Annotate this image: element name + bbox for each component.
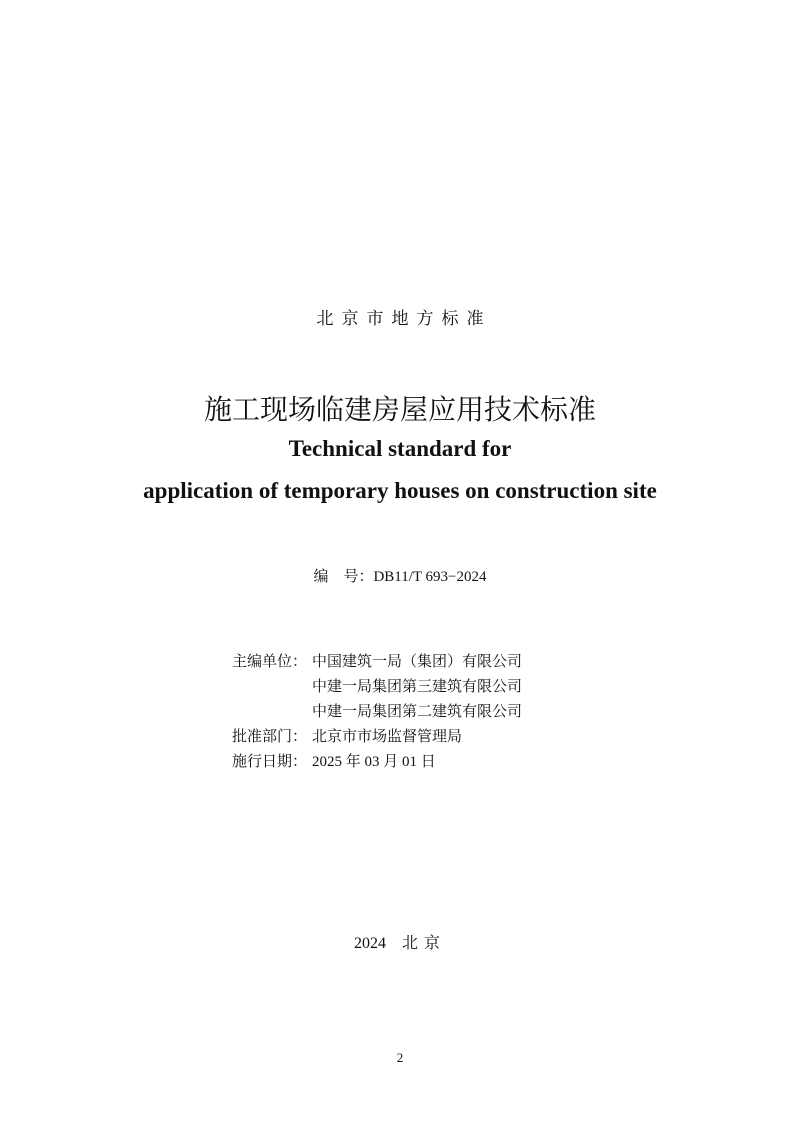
approval-department-label: 批准部门： [232,727,308,745]
chief-editor-2: 中建一局集团第三建筑有限公司 [312,677,523,695]
standard-code-value: DB11/T 693−2024 [373,569,487,585]
standard-code-label: 编 号： [313,567,374,585]
chief-editor-label: 主编单位： [232,652,308,670]
chief-editor-3: 中建一局集团第二建筑有限公司 [312,702,523,720]
standard-code-line [0,565,800,586]
effective-date-row [232,749,436,775]
title-english-line-1: Technical standard for [288,436,512,461]
chief-editor-row [232,699,522,724]
publication-footer [0,930,800,953]
effective-date-value: 2025 年 03 月 01 日 [312,754,436,770]
publication-city: 北京 [401,933,446,952]
standard-series-label: 北京市地方标准 [316,309,492,329]
title-chinese: 施工现场临建房屋应用技术标准 [203,393,596,426]
approval-department-value: 北京市市场监督管理局 [312,727,463,745]
page-number: 2 [396,1050,404,1065]
chief-editor-row [232,649,522,674]
approval-department-row [232,724,462,749]
title-english-line-2: application of temporary houses on construction site [143,478,657,503]
chief-editor-row [232,674,522,699]
publication-year: 2024 [353,935,386,952]
chief-editor-1: 中国建筑一局（集团）有限公司 [312,652,523,670]
effective-date-label: 施行日期： [232,752,308,770]
